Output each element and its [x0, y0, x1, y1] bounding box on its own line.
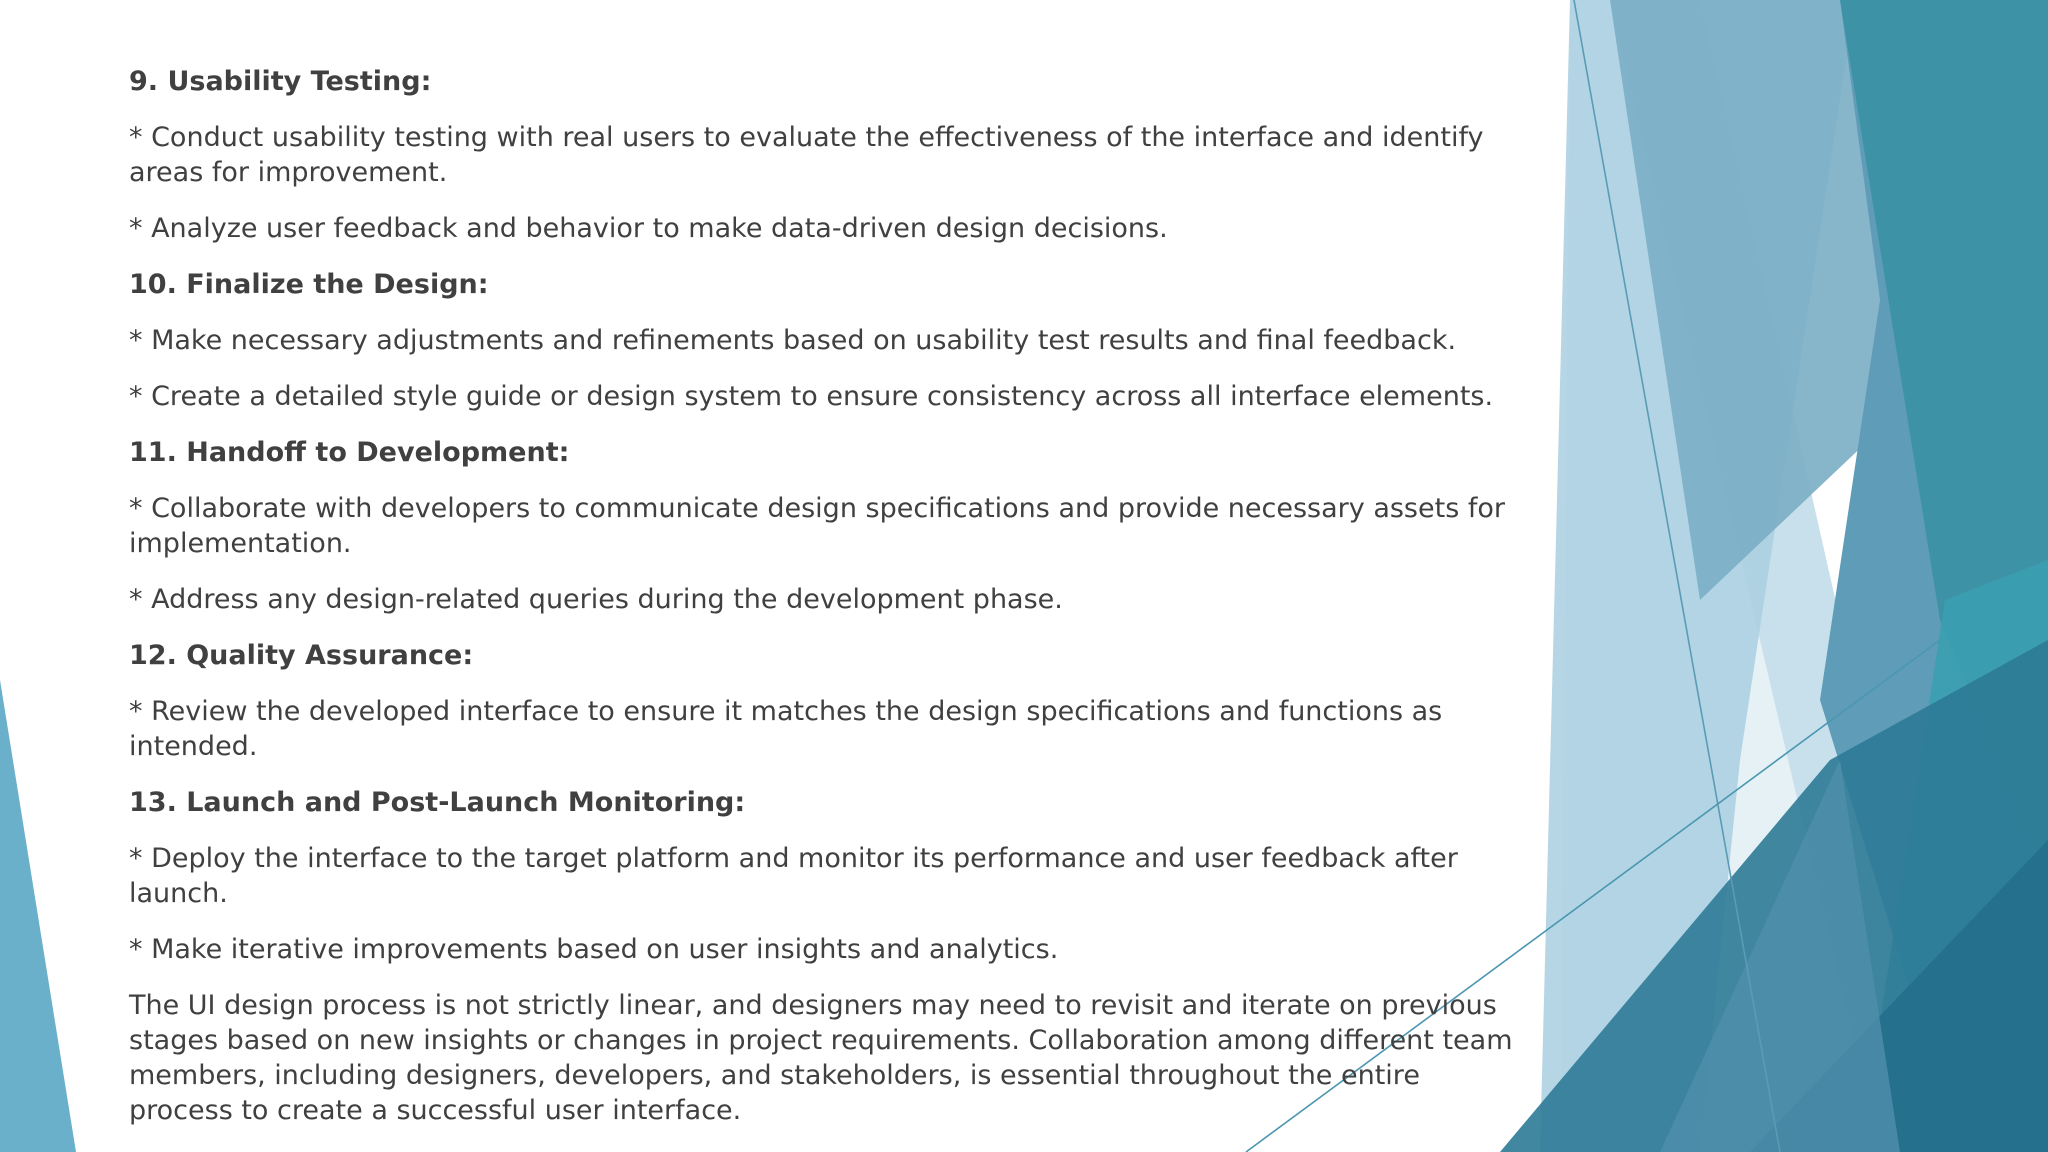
section-heading: 12. Quality Assurance: [129, 640, 474, 671]
body-paragraph: * Address any design-related queries during the development phase. [129, 584, 1063, 615]
section-heading: 13. Launch and Post-Launch Monitoring: [129, 787, 746, 818]
slide-body [129, 64, 1529, 1149]
body-paragraph: * Make necessary adjustments and refinements based on usability test results and final feedback. [129, 325, 1457, 356]
section-heading: 10. Finalize the Design: [129, 269, 489, 300]
body-paragraph: The UI design process is not strictly linear, and designers may need to revisit and iterate on previous stages based on new insights or changes in project requirements. Collaboration among different team members, including designers, developers, and stakeholders, is essential throughout the entire process to create a successful user interface. [129, 990, 1513, 1126]
section-heading: 11. Handoff to Development: [129, 437, 570, 468]
body-paragraph: * Collaborate with developers to communicate design specifications and provide necessary assets for implementation. [129, 493, 1505, 559]
facet-left-sliver [0, 680, 76, 1152]
body-paragraph: * Deploy the interface to the target platform and monitor its performance and user feedback after launch. [129, 843, 1458, 909]
body-paragraph: * Make iterative improvements based on user insights and analytics. [129, 934, 1059, 965]
body-paragraph: * Review the developed interface to ensure it matches the design specifications and functions as intended. [129, 696, 1443, 762]
body-paragraph: * Create a detailed style guide or design system to ensure consistency across all interface elements. [129, 381, 1494, 412]
body-paragraph: * Analyze user feedback and behavior to make data-driven design decisions. [129, 213, 1168, 244]
body-paragraph: * Conduct usability testing with real users to evaluate the effectiveness of the interface and identify areas for improvement. [129, 122, 1484, 188]
section-heading: 9. Usability Testing: [129, 66, 432, 97]
